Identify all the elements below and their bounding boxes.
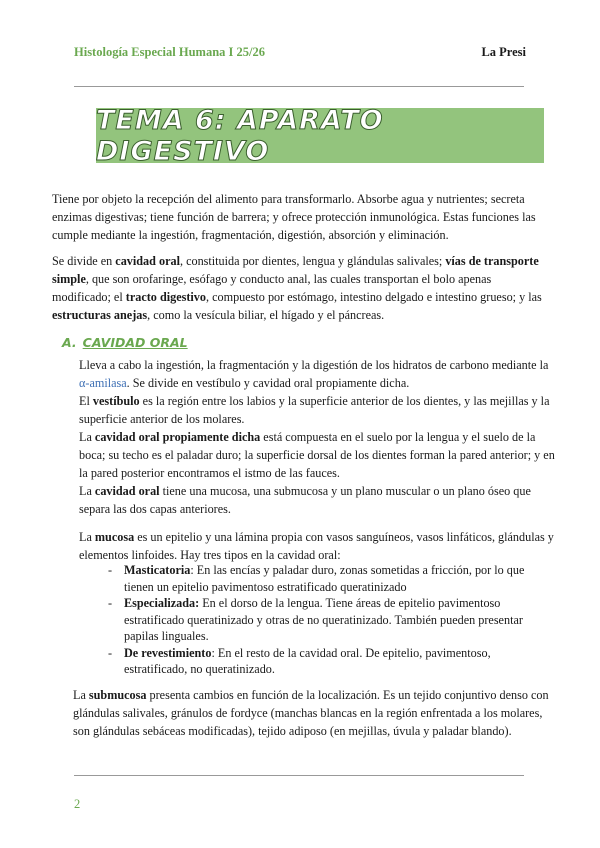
chapter-title: TEMA 6: APARATO DIGESTIVO <box>96 104 384 167</box>
page-header <box>74 45 526 61</box>
text-run: es un epitelio y una lámina propia con vasos sanguíneos, vasos linfáticos, glándulas y elementos linfoides. Hay tres tipos en la cavidad oral: <box>79 530 554 562</box>
intro-paragraph: Tiene por objeto la recepción del alimento para transformarlo. Absorbe agua y nutrientes; secreta enzimas digestivas; tiene función de barrera; y ofrece protección inmunológica. Estas funciones las cumple mediante la ingestión, fragmentación, digestión, absorción y eliminación. <box>52 192 536 242</box>
submucosa-paragraph <box>73 686 558 740</box>
term-cavidad-oral: cavidad oral <box>115 254 180 268</box>
term-cavidad-oral: cavidad oral <box>94 484 160 498</box>
bullet-text: : En las encías y paladar duro, zonas sometidas a fricción, por lo que tienen un epitelio pavimentoso estratificado queratinizado <box>124 563 525 594</box>
bullet-text: En el dorso de la lengua. Tiene áreas de epitelio pavimentoso estratificado queratinizado y otras de no queratinizado. También pueden presentar papilas linguales. <box>124 596 523 643</box>
term-vestibulo: vestíbulo <box>92 394 140 408</box>
text-run: La <box>79 430 95 444</box>
text-run: , constituida por dientes, lengua y glándulas salivales; <box>179 254 446 268</box>
cavidad-oral-paragraph <box>79 356 559 482</box>
text-run: es la región entre los labios y la superficie anterior de los dientes, y las mejillas y la superficie anterior de los molares. <box>79 394 550 426</box>
course-title: Histología Especial Humana I 25/26 <box>74 45 265 59</box>
layers-paragraph <box>79 482 559 518</box>
enzyme-name: α-amilasa <box>79 376 127 390</box>
text-run: . Se divide en vestíbulo y cavidad oral propiamente dicha. <box>126 376 410 390</box>
text-run: tiene una mucosa, una submucosa y un plano muscular o un plano óseo que separa las dos capas anteriores. <box>79 484 531 516</box>
text-run: La <box>73 688 89 702</box>
mucosa-paragraph <box>79 528 559 564</box>
section-title: CAVIDAD ORAL <box>82 335 188 350</box>
text-run: Se divide en <box>52 254 116 268</box>
header-divider <box>74 86 524 87</box>
bullet-term: Masticatoria <box>124 563 191 577</box>
bullet-term: Especializada: <box>124 596 200 610</box>
division-paragraph <box>52 252 552 324</box>
text-run: , que son orofaringe, esófago y conducto anal, las cuales transportan el bolo apenas modificado; el <box>52 272 492 304</box>
bullet-text: : En el resto de la cavidad oral. De epitelio, pavimentoso, estratificado, no queratinizado. <box>124 645 491 676</box>
text-run: Lleva a cabo la ingestión, la fragmentación y la digestión de los hidratos de carbono mediante la <box>79 358 549 372</box>
list-item <box>108 562 548 595</box>
section-number: A. <box>62 335 77 350</box>
term-vias-transporte: vías de transporte simple <box>52 254 539 286</box>
text-run: , compuesto por estómago, intestino delgado e intestino grueso; y las <box>206 290 542 304</box>
chapter-banner <box>96 104 544 167</box>
text-run: La <box>79 530 95 544</box>
text-run: presenta cambios en función de la localización. Es un tejido conjuntivo denso con glándulas salivales, gránulos de fordyce (manchas blancas en la región enfrentada a los molares, son glándulas sebáceas modificadas), tejido adiposo (en mejillas, úvula y paladar blando). <box>73 688 549 738</box>
term-estructuras-anejas: estructuras anejas <box>52 308 148 322</box>
term-mucosa: mucosa <box>94 530 135 544</box>
mucosa-types-list <box>108 562 548 678</box>
page-number: 2 <box>74 797 81 811</box>
list-item <box>108 595 548 645</box>
text-run: La <box>79 484 95 498</box>
author-name: La Presi <box>481 45 526 59</box>
text-run: , como la vesícula biliar, el hígado y el páncreas. <box>147 308 385 322</box>
text-run: está compuesta en el suelo por la lengua y el suelo de la boca; su techo es el paladar duro; la superficie dorsal de los dientes forman la pared anterior; y en la pared posterior encontramos el istmo de las fauces. <box>79 430 555 480</box>
list-item <box>108 645 548 678</box>
text-run: El <box>79 394 93 408</box>
footer-divider <box>74 775 524 776</box>
term-tracto-digestivo: tracto digestivo <box>125 290 206 304</box>
section-heading <box>62 335 188 350</box>
bullet-term: De revestimiento <box>124 645 212 660</box>
term-submucosa: submucosa <box>88 688 147 702</box>
term-cavidad-propia: cavidad oral propiamente dicha <box>94 430 261 444</box>
